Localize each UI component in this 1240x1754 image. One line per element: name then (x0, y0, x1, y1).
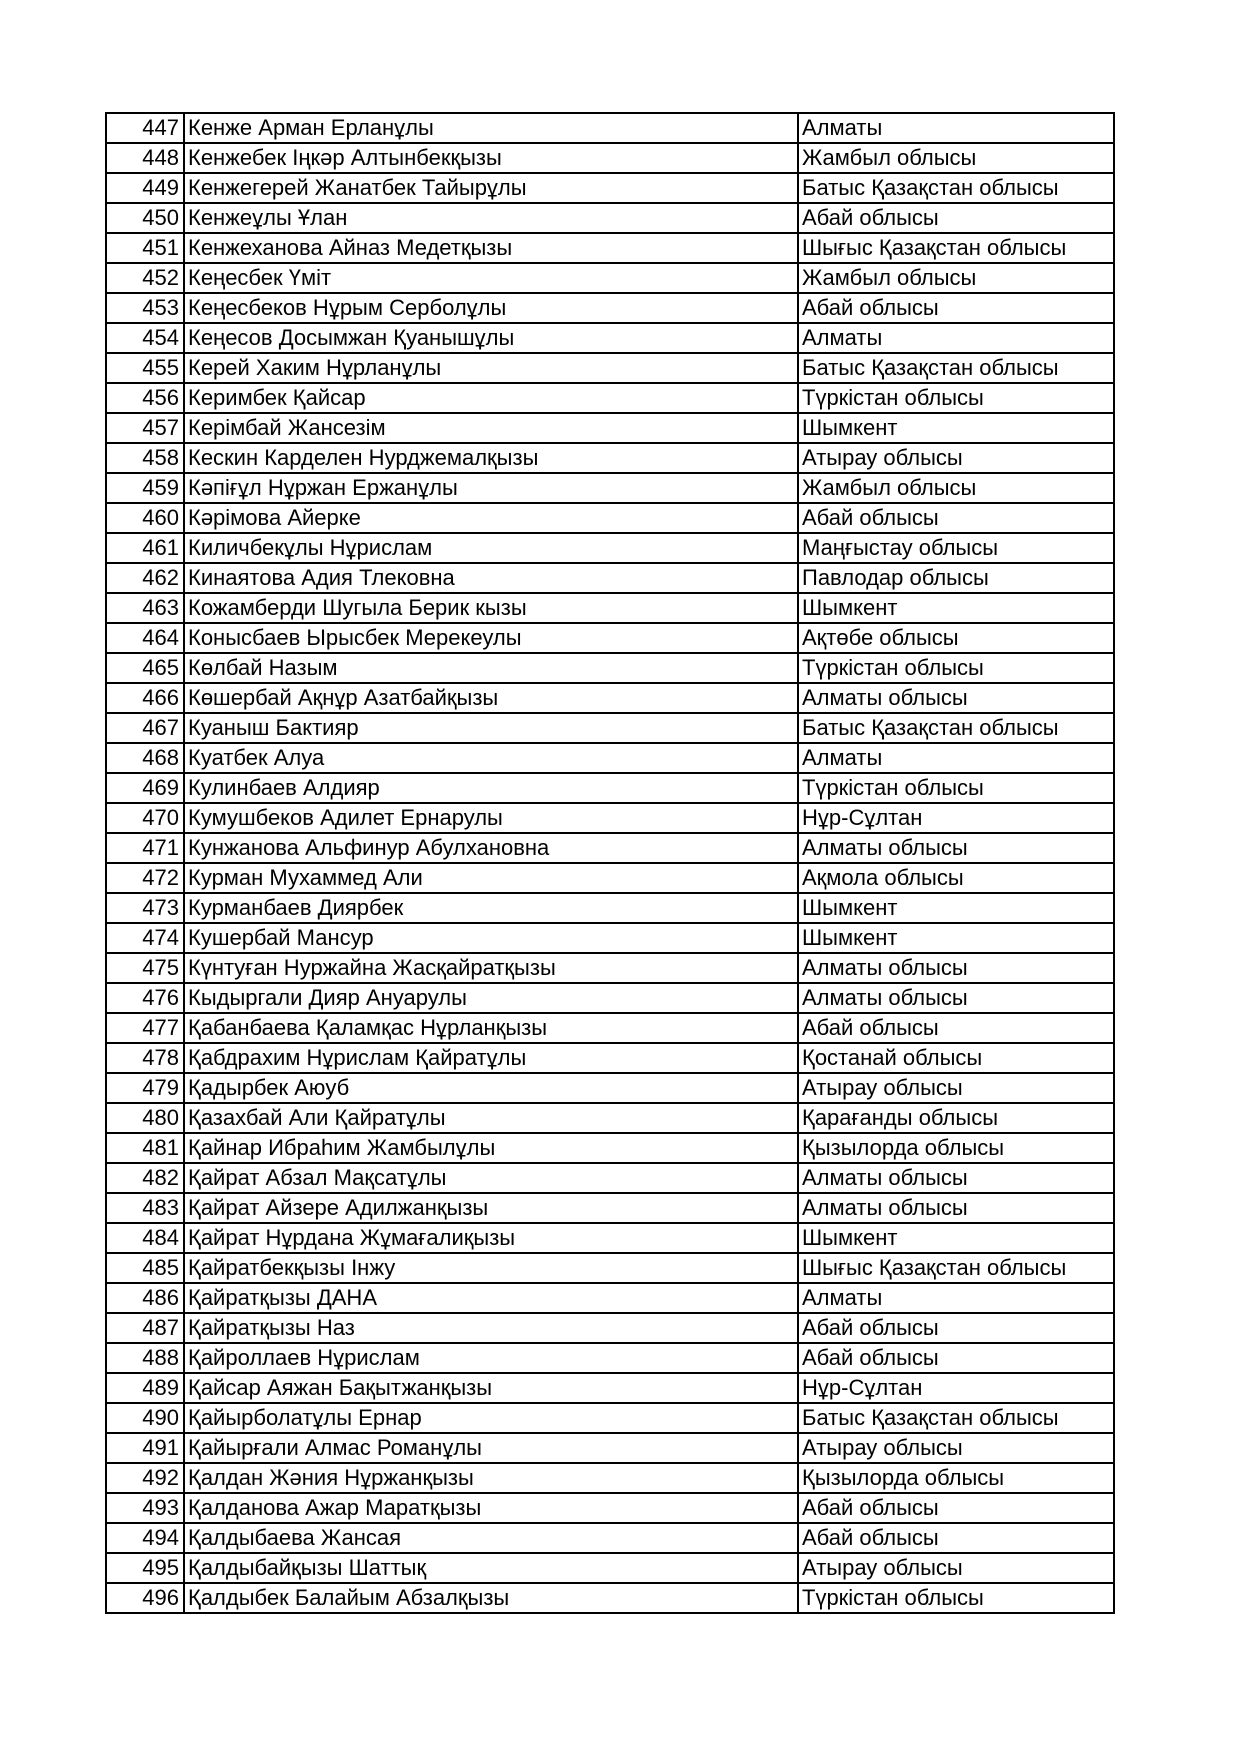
row-number-cell: 468 (106, 743, 184, 773)
region-cell: Түркістан облысы (798, 773, 1114, 803)
region-cell: Алматы (798, 113, 1114, 143)
row-number-cell: 452 (106, 263, 184, 293)
region-cell: Павлодар облысы (798, 563, 1114, 593)
region-cell: Қарағанды облысы (798, 1103, 1114, 1133)
row-number-cell: 493 (106, 1493, 184, 1523)
row-number-cell: 456 (106, 383, 184, 413)
table-row (106, 1523, 1114, 1553)
row-number-cell: 451 (106, 233, 184, 263)
row-number-cell: 470 (106, 803, 184, 833)
table-row (106, 1223, 1114, 1253)
region-cell: Жамбыл облысы (798, 473, 1114, 503)
region-cell: Нұр-Сұлтан (798, 803, 1114, 833)
full-name-cell: Қабанбаева Қаламқас Нұрланқызы (184, 1013, 798, 1043)
region-cell: Батыс Қазақстан облысы (798, 1403, 1114, 1433)
full-name-cell: Қайнар Ибраһим Жамбылұлы (184, 1133, 798, 1163)
region-cell: Шығыс Қазақстан облысы (798, 1253, 1114, 1283)
full-name-cell: Кожамберди Шугыла Берик кызы (184, 593, 798, 623)
region-cell: Алматы облысы (798, 683, 1114, 713)
table-row (106, 533, 1114, 563)
row-number-cell: 478 (106, 1043, 184, 1073)
full-name-cell: Киличбекұлы Нұрислам (184, 533, 798, 563)
full-name-cell: Конысбаев Ырысбек Мерекеулы (184, 623, 798, 653)
full-name-cell: Керімбай Жансезім (184, 413, 798, 443)
full-name-cell: Қайырболатұлы Ернар (184, 1403, 798, 1433)
full-name-cell: Кенжегерей Жанатбек Тайырұлы (184, 173, 798, 203)
row-number-cell: 458 (106, 443, 184, 473)
full-name-cell: Кулинбаев Алдияр (184, 773, 798, 803)
full-name-cell: Кенже Арман Ерланұлы (184, 113, 798, 143)
table-row (106, 1343, 1114, 1373)
full-name-cell: Күнтуған Нуржайна Жасқайратқызы (184, 953, 798, 983)
full-name-cell: Қайрат Айзере Адилжанқызы (184, 1193, 798, 1223)
table-row (106, 713, 1114, 743)
table-row (106, 1043, 1114, 1073)
table-row (106, 833, 1114, 863)
row-number-cell: 461 (106, 533, 184, 563)
full-name-cell: Қалдыбаева Жансая (184, 1523, 798, 1553)
row-number-cell: 469 (106, 773, 184, 803)
region-cell: Абай облысы (798, 203, 1114, 233)
row-number-cell: 459 (106, 473, 184, 503)
full-name-cell: Қайсар Аяжан Бақытжанқызы (184, 1373, 798, 1403)
row-number-cell: 465 (106, 653, 184, 683)
region-cell: Абай облысы (798, 1493, 1114, 1523)
full-name-cell: Қайырғали Алмас Романұлы (184, 1433, 798, 1463)
table-row (106, 1163, 1114, 1193)
region-cell: Шымкент (798, 893, 1114, 923)
table-row (106, 413, 1114, 443)
region-cell: Алматы (798, 323, 1114, 353)
document-page (105, 112, 1113, 1614)
table-row (106, 923, 1114, 953)
row-number-cell: 487 (106, 1313, 184, 1343)
row-number-cell: 486 (106, 1283, 184, 1313)
full-name-cell: Қазахбай Али Қайратұлы (184, 1103, 798, 1133)
region-cell: Абай облысы (798, 1343, 1114, 1373)
table-row (106, 743, 1114, 773)
table-row (106, 1253, 1114, 1283)
table-row (106, 803, 1114, 833)
region-cell: Түркістан облысы (798, 383, 1114, 413)
table-row (106, 473, 1114, 503)
region-cell: Атырау облысы (798, 1433, 1114, 1463)
region-cell: Атырау облысы (798, 1553, 1114, 1583)
row-number-cell: 491 (106, 1433, 184, 1463)
full-name-cell: Кенжеұлы Ұлан (184, 203, 798, 233)
full-name-cell: Кескин Карделен Нурджемалқызы (184, 443, 798, 473)
row-number-cell: 496 (106, 1583, 184, 1613)
region-cell: Шымкент (798, 1223, 1114, 1253)
row-number-cell: 449 (106, 173, 184, 203)
full-name-cell: Қадырбек Аюуб (184, 1073, 798, 1103)
region-cell: Қызылорда облысы (798, 1133, 1114, 1163)
row-number-cell: 490 (106, 1403, 184, 1433)
row-number-cell: 489 (106, 1373, 184, 1403)
region-cell: Ақтөбе облысы (798, 623, 1114, 653)
table-row (106, 1373, 1114, 1403)
full-name-cell: Қалдыбек Балайым Абзалқызы (184, 1583, 798, 1613)
full-name-cell: Кәпіғұл Нұржан Ержанұлы (184, 473, 798, 503)
table-row (106, 203, 1114, 233)
table-row (106, 563, 1114, 593)
row-number-cell: 466 (106, 683, 184, 713)
full-name-cell: Кинаятова Адия Тлековна (184, 563, 798, 593)
region-cell: Алматы облысы (798, 833, 1114, 863)
row-number-cell: 476 (106, 983, 184, 1013)
table-row (106, 503, 1114, 533)
row-number-cell: 463 (106, 593, 184, 623)
region-cell: Алматы (798, 1283, 1114, 1313)
table-row (106, 1433, 1114, 1463)
full-name-cell: Кенжебек Іңкәр Алтынбекқызы (184, 143, 798, 173)
full-name-cell: Қайрат Абзал Мақсатұлы (184, 1163, 798, 1193)
region-cell: Атырау облысы (798, 1073, 1114, 1103)
table-row (106, 773, 1114, 803)
row-number-cell: 492 (106, 1463, 184, 1493)
table-row (106, 1283, 1114, 1313)
region-cell: Абай облысы (798, 293, 1114, 323)
table-row (106, 1133, 1114, 1163)
table-row (106, 263, 1114, 293)
table-row (106, 593, 1114, 623)
table-row (106, 983, 1114, 1013)
full-name-cell: Қайратқызы Наз (184, 1313, 798, 1343)
full-name-cell: Қабдрахим Нұрислам Қайратұлы (184, 1043, 798, 1073)
row-number-cell: 482 (106, 1163, 184, 1193)
table-row (106, 323, 1114, 353)
table-row (106, 1073, 1114, 1103)
row-number-cell: 453 (106, 293, 184, 323)
full-name-cell: Кунжанова Альфинур Абулхановна (184, 833, 798, 863)
region-cell: Маңғыстау облысы (798, 533, 1114, 563)
full-name-cell: Қайратбекқызы Інжу (184, 1253, 798, 1283)
row-number-cell: 481 (106, 1133, 184, 1163)
table-row (106, 173, 1114, 203)
row-number-cell: 479 (106, 1073, 184, 1103)
row-number-cell: 472 (106, 863, 184, 893)
region-cell: Шымкент (798, 593, 1114, 623)
table-row (106, 383, 1114, 413)
full-name-cell: Керимбек Қайсар (184, 383, 798, 413)
row-number-cell: 467 (106, 713, 184, 743)
row-number-cell: 460 (106, 503, 184, 533)
table-row (106, 1493, 1114, 1523)
table-row (106, 293, 1114, 323)
table-row (106, 1583, 1114, 1613)
table-row (106, 1193, 1114, 1223)
region-cell: Алматы облысы (798, 983, 1114, 1013)
table-row (106, 683, 1114, 713)
row-number-cell: 473 (106, 893, 184, 923)
full-name-cell: Көшербай Ақнұр Азатбайқызы (184, 683, 798, 713)
region-cell: Түркістан облысы (798, 653, 1114, 683)
row-number-cell: 447 (106, 113, 184, 143)
full-name-cell: Кенжеханова Айназ Медетқызы (184, 233, 798, 263)
full-name-cell: Куаныш Бактияр (184, 713, 798, 743)
full-name-cell: Қалданова Ажар Маратқызы (184, 1493, 798, 1523)
region-cell: Атырау облысы (798, 443, 1114, 473)
table-row (106, 863, 1114, 893)
row-number-cell: 485 (106, 1253, 184, 1283)
participants-table-body (106, 113, 1114, 1613)
region-cell: Абай облысы (798, 1523, 1114, 1553)
table-row (106, 1013, 1114, 1043)
region-cell: Жамбыл облысы (798, 143, 1114, 173)
full-name-cell: Керей Хаким Нұрланұлы (184, 353, 798, 383)
full-name-cell: Көлбай Назым (184, 653, 798, 683)
full-name-cell: Кумушбеков Адилет Ернарулы (184, 803, 798, 833)
table-row (106, 1313, 1114, 1343)
full-name-cell: Қалдыбайқызы Шаттық (184, 1553, 798, 1583)
full-name-cell: Кеңесбеков Нұрым Серболұлы (184, 293, 798, 323)
row-number-cell: 488 (106, 1343, 184, 1373)
table-row (106, 893, 1114, 923)
region-cell: Абай облысы (798, 1013, 1114, 1043)
participants-table (105, 112, 1115, 1614)
full-name-cell: Кеңесбек Үміт (184, 263, 798, 293)
full-name-cell: Қалдан Жәния Нұржанқызы (184, 1463, 798, 1493)
full-name-cell: Кыдыргали Дияр Ануарулы (184, 983, 798, 1013)
region-cell: Батыс Қазақстан облысы (798, 173, 1114, 203)
region-cell: Шымкент (798, 923, 1114, 953)
full-name-cell: Курманбаев Диярбек (184, 893, 798, 923)
row-number-cell: 454 (106, 323, 184, 353)
region-cell: Нұр-Сұлтан (798, 1373, 1114, 1403)
region-cell: Қостанай облысы (798, 1043, 1114, 1073)
row-number-cell: 471 (106, 833, 184, 863)
row-number-cell: 483 (106, 1193, 184, 1223)
table-row (106, 1553, 1114, 1583)
table-row (106, 113, 1114, 143)
region-cell: Батыс Қазақстан облысы (798, 713, 1114, 743)
region-cell: Жамбыл облысы (798, 263, 1114, 293)
table-row (106, 953, 1114, 983)
table-row (106, 1103, 1114, 1133)
region-cell: Алматы облысы (798, 953, 1114, 983)
full-name-cell: Кеңесов Досымжан Қуанышұлы (184, 323, 798, 353)
full-name-cell: Кушербай Мансур (184, 923, 798, 953)
region-cell: Шымкент (798, 413, 1114, 443)
full-name-cell: Қайрат Нұрдана Жұмағалиқызы (184, 1223, 798, 1253)
full-name-cell: Куатбек Алуа (184, 743, 798, 773)
table-row (106, 443, 1114, 473)
row-number-cell: 448 (106, 143, 184, 173)
table-row (106, 233, 1114, 263)
full-name-cell: Қайроллаев Нұрислам (184, 1343, 798, 1373)
full-name-cell: Кәрімова Айерке (184, 503, 798, 533)
region-cell: Алматы (798, 743, 1114, 773)
row-number-cell: 450 (106, 203, 184, 233)
row-number-cell: 462 (106, 563, 184, 593)
region-cell: Абай облысы (798, 1313, 1114, 1343)
full-name-cell: Қайратқызы ДАНА (184, 1283, 798, 1313)
region-cell: Алматы облысы (798, 1193, 1114, 1223)
region-cell: Алматы облысы (798, 1163, 1114, 1193)
table-row (106, 353, 1114, 383)
region-cell: Түркістан облысы (798, 1583, 1114, 1613)
row-number-cell: 494 (106, 1523, 184, 1553)
row-number-cell: 475 (106, 953, 184, 983)
region-cell: Шығыс Қазақстан облысы (798, 233, 1114, 263)
row-number-cell: 495 (106, 1553, 184, 1583)
full-name-cell: Курман Мухаммед Али (184, 863, 798, 893)
row-number-cell: 457 (106, 413, 184, 443)
row-number-cell: 464 (106, 623, 184, 653)
table-row (106, 143, 1114, 173)
region-cell: Батыс Қазақстан облысы (798, 353, 1114, 383)
region-cell: Абай облысы (798, 503, 1114, 533)
table-row (106, 653, 1114, 683)
table-row (106, 1463, 1114, 1493)
row-number-cell: 477 (106, 1013, 184, 1043)
row-number-cell: 480 (106, 1103, 184, 1133)
row-number-cell: 455 (106, 353, 184, 383)
table-row (106, 1403, 1114, 1433)
table-row (106, 623, 1114, 653)
region-cell: Қызылорда облысы (798, 1463, 1114, 1493)
row-number-cell: 474 (106, 923, 184, 953)
region-cell: Ақмола облысы (798, 863, 1114, 893)
row-number-cell: 484 (106, 1223, 184, 1253)
